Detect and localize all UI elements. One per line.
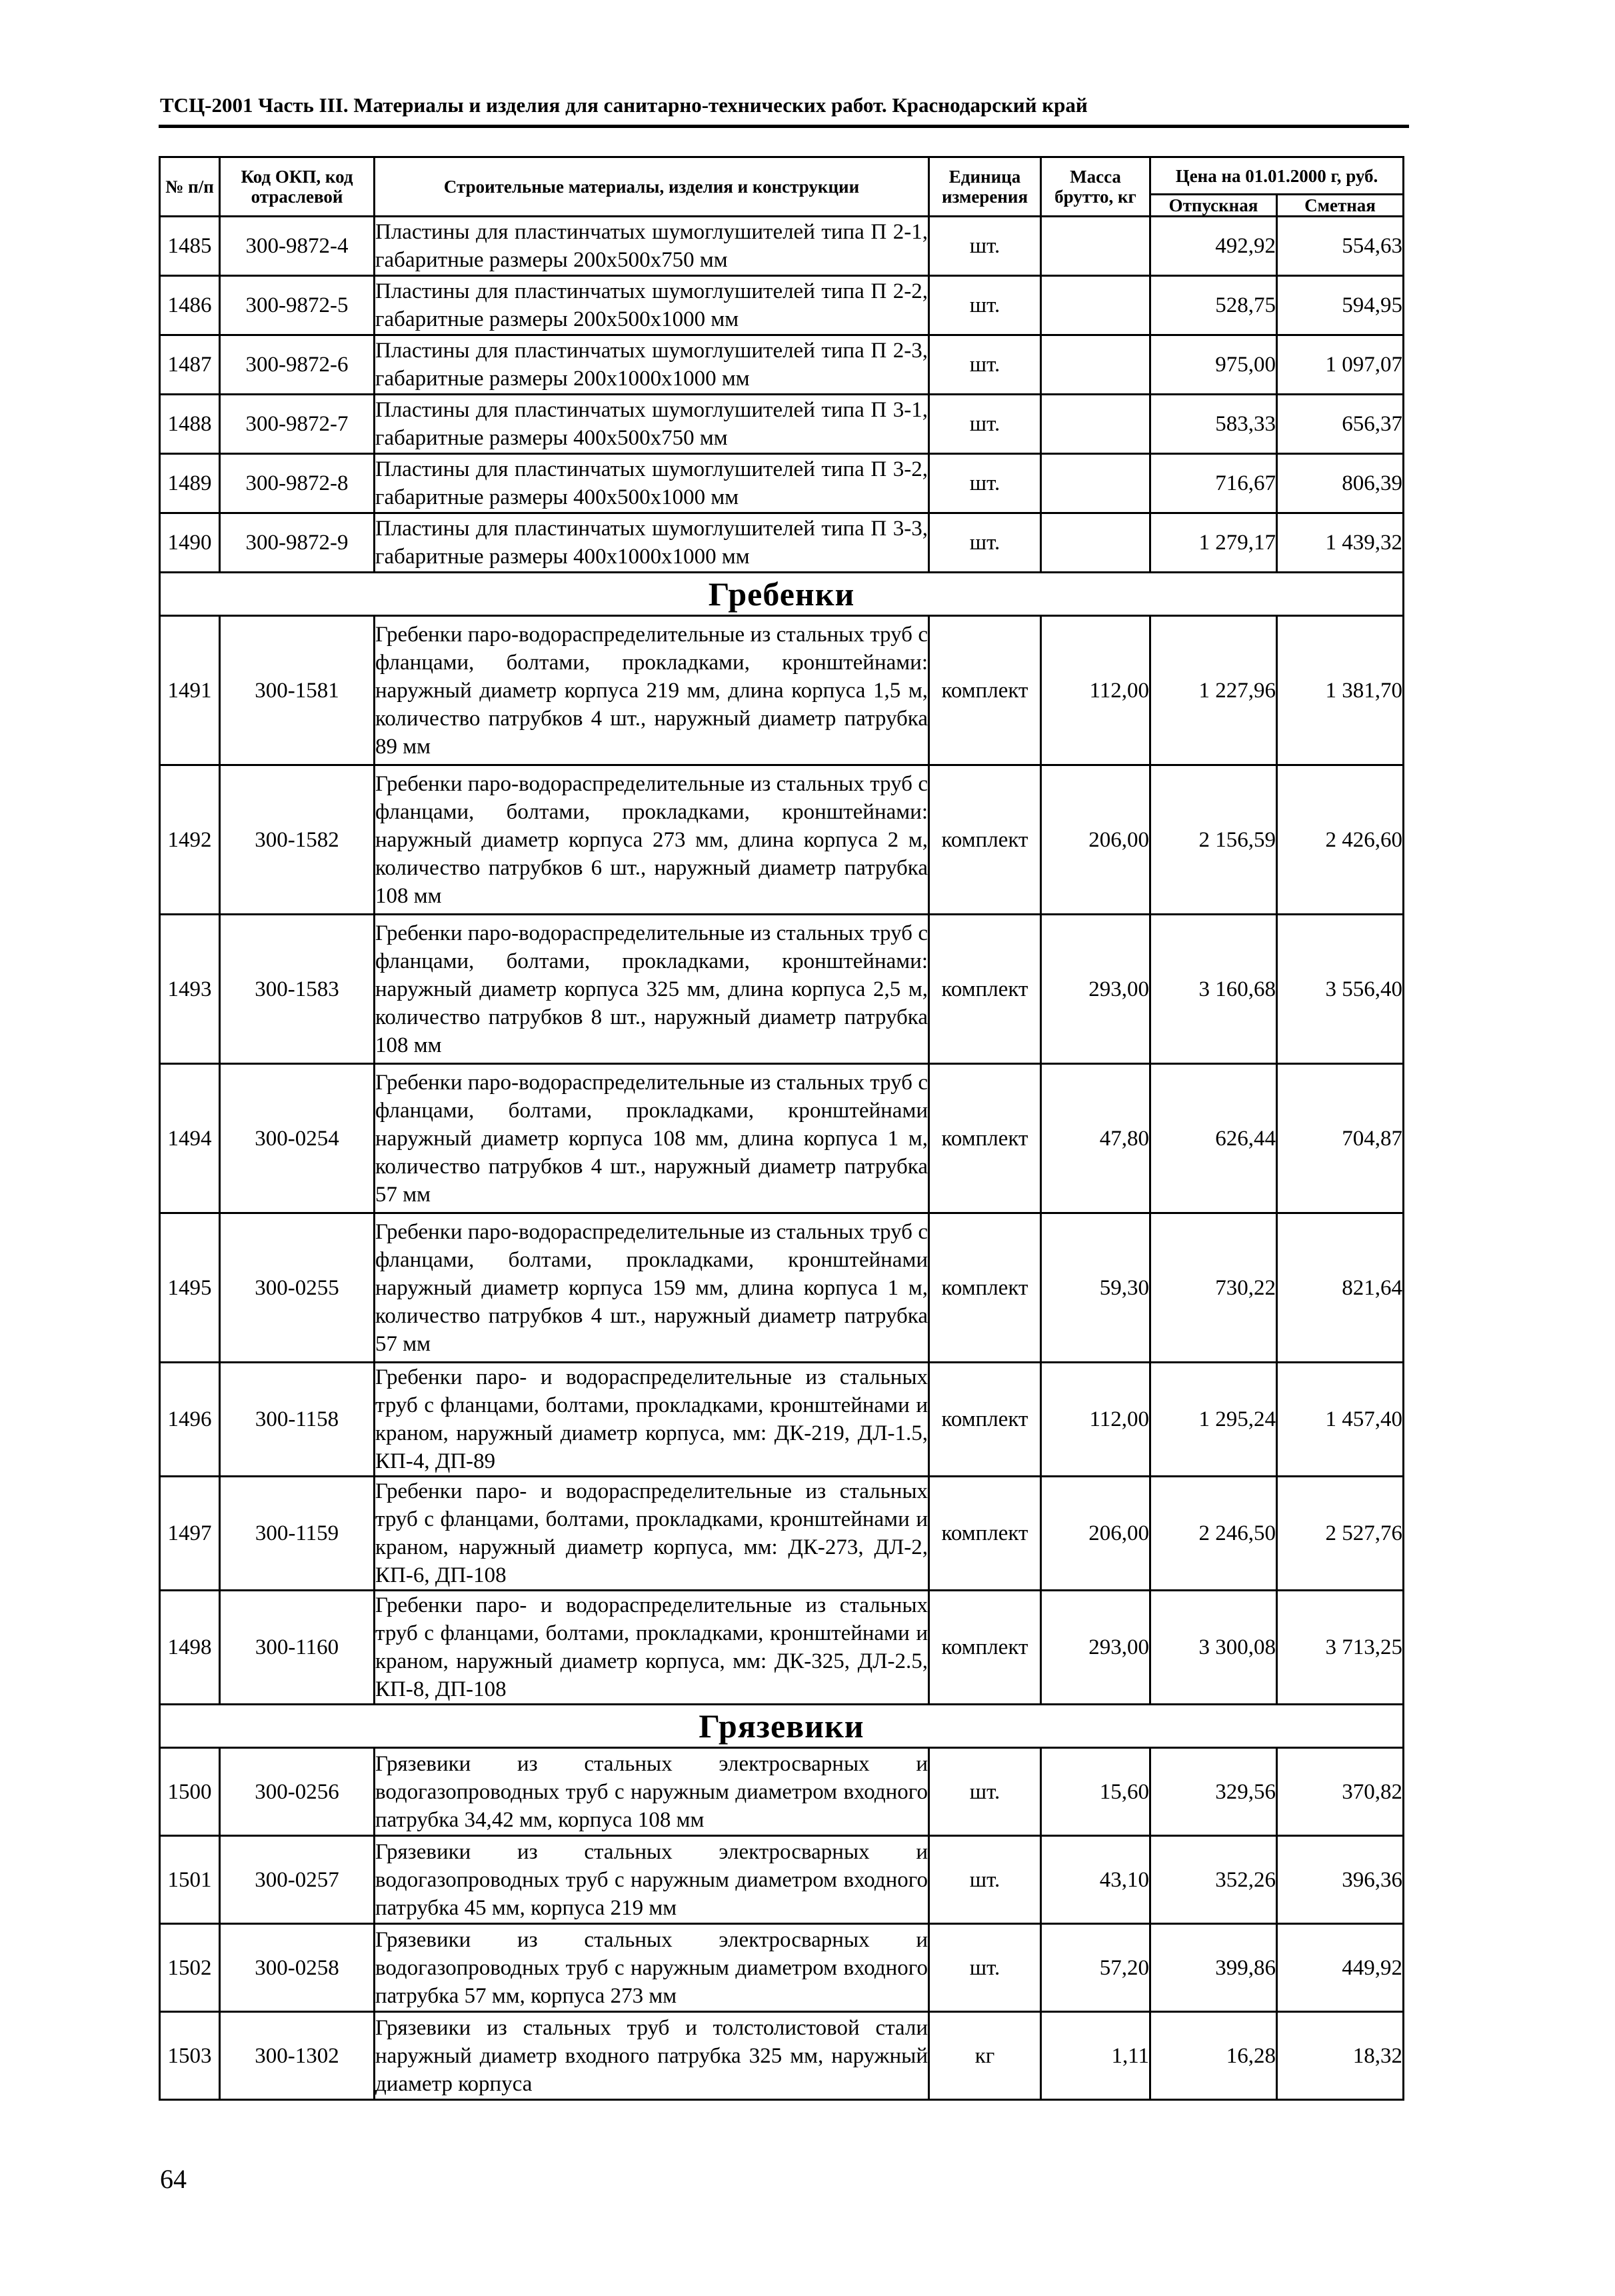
mass-gross (1041, 276, 1150, 335)
item-description: Пластины для пластинчатых шумоглушителей типа П 2-2, габаритные размеры 200х500х1000 мм (375, 276, 929, 335)
price-estimate: 18,32 (1277, 2012, 1404, 2100)
row-number: 1495 (160, 1213, 220, 1363)
okp-code: 300-9872-9 (220, 513, 375, 573)
price-release: 1 295,24 (1150, 1363, 1277, 1477)
price-estimate: 806,39 (1277, 454, 1404, 513)
table-row (160, 1748, 1404, 1836)
price-estimate: 370,82 (1277, 1748, 1404, 1836)
rows-mud-traps (160, 1748, 1404, 2100)
table-row (160, 1064, 1404, 1213)
item-description: Гребенки паро-водораспределительные из стальных труб с фланцами, болтами, прокладками, кронштейнами: наружный диаметр корпуса 325 мм, длина корпуса 2,5 м, количество патрубков 8 шт., наружный диаметр патрубка 108 мм (375, 915, 929, 1064)
page-number: 64 (160, 2164, 187, 2194)
unit: комплект (929, 1591, 1041, 1705)
price-release: 352,26 (1150, 1836, 1277, 1924)
col-header-estimate: Сметная (1277, 195, 1404, 217)
page-header: ТСЦ-2001 Часть III. Материалы и изделия для санитарно-технических работ. Краснодарский край (160, 93, 1088, 117)
price-estimate: 1 097,07 (1277, 335, 1404, 395)
okp-code: 300-1302 (220, 2012, 375, 2100)
row-number: 1494 (160, 1064, 220, 1213)
section-title-combs: Гребенки (160, 573, 1404, 616)
price-release: 492,92 (1150, 217, 1277, 276)
price-table (159, 156, 1404, 2101)
price-estimate: 594,95 (1277, 276, 1404, 335)
okp-code: 300-9872-5 (220, 276, 375, 335)
mass-gross (1041, 217, 1150, 276)
price-estimate: 821,64 (1277, 1213, 1404, 1363)
table-row (160, 217, 1404, 276)
price-release: 975,00 (1150, 335, 1277, 395)
table-row (160, 395, 1404, 454)
price-estimate: 2 527,76 (1277, 1477, 1404, 1591)
unit: комплект (929, 1213, 1041, 1363)
okp-code: 300-0255 (220, 1213, 375, 1363)
mass-gross: 47,80 (1041, 1064, 1150, 1213)
item-description: Гребенки паро-водораспределительные из стальных труб с фланцами, болтами, прокладками, кронштейнами наружный диаметр корпуса 108 мм, длина корпуса 1 м, количество патрубков 4 шт., наружный диаметр патрубка 57 мм (375, 1064, 929, 1213)
item-description: Пластины для пластинчатых шумоглушителей типа П 2-1, габаритные размеры 200х500х750 мм (375, 217, 929, 276)
unit: кг (929, 2012, 1041, 2100)
table-row (160, 335, 1404, 395)
col-header-unit: Единица измерения (929, 157, 1041, 217)
price-release: 716,67 (1150, 454, 1277, 513)
row-number: 1486 (160, 276, 220, 335)
okp-code: 300-0256 (220, 1748, 375, 1836)
price-estimate: 449,92 (1277, 1924, 1404, 2012)
row-number: 1487 (160, 335, 220, 395)
row-number: 1488 (160, 395, 220, 454)
unit: шт. (929, 1748, 1041, 1836)
mass-gross: 43,10 (1041, 1836, 1150, 1924)
price-estimate: 396,36 (1277, 1836, 1404, 1924)
item-description: Пластины для пластинчатых шумоглушителей типа П 2-3, габаритные размеры 200х1000х1000 мм (375, 335, 929, 395)
unit: комплект (929, 1477, 1041, 1591)
rows-combs (160, 616, 1404, 1705)
price-release: 1 227,96 (1150, 616, 1277, 765)
price-estimate: 3 556,40 (1277, 915, 1404, 1064)
mass-gross: 112,00 (1041, 1363, 1150, 1477)
item-description: Гребенки паро- и водораспределительные из стальных труб с фланцами, болтами, прокладками, кронштейнами и краном, наружный диаметр корпуса, мм: ДК-219, ДЛ-1.5, КП-4, ДП-89 (375, 1363, 929, 1477)
item-description: Гребенки паро- и водораспределительные из стальных труб с фланцами, болтами, прокладками, кронштейнами и краном, наружный диаметр корпуса, мм: ДК-325, ДЛ-2.5, КП-8, ДП-108 (375, 1591, 929, 1705)
row-number: 1490 (160, 513, 220, 573)
row-number: 1491 (160, 616, 220, 765)
okp-code: 300-1582 (220, 765, 375, 915)
table-row (160, 454, 1404, 513)
price-estimate: 656,37 (1277, 395, 1404, 454)
col-header-num: № п/п (160, 157, 220, 217)
mass-gross: 1,11 (1041, 2012, 1150, 2100)
unit: шт. (929, 276, 1041, 335)
row-number: 1489 (160, 454, 220, 513)
unit: шт. (929, 454, 1041, 513)
row-number: 1496 (160, 1363, 220, 1477)
price-estimate: 554,63 (1277, 217, 1404, 276)
item-description: Грязевики из стальных электросварных и водогазопроводных труб с наружным диаметром входного патрубка 45 мм, корпуса 219 мм (375, 1836, 929, 1924)
price-release: 626,44 (1150, 1064, 1277, 1213)
item-description: Пластины для пластинчатых шумоглушителей типа П 3-1, габаритные размеры 400х500х750 мм (375, 395, 929, 454)
price-release: 730,22 (1150, 1213, 1277, 1363)
table-row (160, 2012, 1404, 2100)
item-description: Гребенки паро-водораспределительные из стальных труб с фланцами, болтами, прокладками, кронштейнами наружный диаметр корпуса 159 мм, длина корпуса 1 м, количество патрубков 4 шт., наружный диаметр патрубка 57 мм (375, 1213, 929, 1363)
item-description: Грязевики из стальных труб и толстолистовой стали наружный диаметр входного патрубка 325 мм, наружный диаметр корпуса (375, 2012, 929, 2100)
okp-code: 300-1158 (220, 1363, 375, 1477)
row-number: 1492 (160, 765, 220, 915)
table-row (160, 276, 1404, 335)
price-release: 3 160,68 (1150, 915, 1277, 1064)
okp-code: 300-0257 (220, 1836, 375, 1924)
price-estimate: 2 426,60 (1277, 765, 1404, 915)
item-description: Гребенки паро- и водораспределительные из стальных труб с фланцами, болтами, прокладками, кронштейнами и краном, наружный диаметр корпуса, мм: ДК-273, ДЛ-2, КП-6, ДП-108 (375, 1477, 929, 1591)
row-number: 1493 (160, 915, 220, 1064)
col-header-code: Код ОКП, код отраслевой (220, 157, 375, 217)
item-description: Пластины для пластинчатых шумоглушителей типа П 3-2, габаритные размеры 400х500х1000 мм (375, 454, 929, 513)
item-description: Пластины для пластинчатых шумоглушителей типа П 3-3, габаритные размеры 400х1000х1000 мм (375, 513, 929, 573)
price-release: 2 246,50 (1150, 1477, 1277, 1591)
okp-code: 300-1159 (220, 1477, 375, 1591)
mass-gross (1041, 395, 1150, 454)
price-release: 399,86 (1150, 1924, 1277, 2012)
mass-gross: 206,00 (1041, 765, 1150, 915)
mass-gross (1041, 454, 1150, 513)
unit: шт. (929, 335, 1041, 395)
price-release: 528,75 (1150, 276, 1277, 335)
section-title-mud-traps: Грязевики (160, 1705, 1404, 1748)
price-release: 583,33 (1150, 395, 1277, 454)
unit: шт. (929, 513, 1041, 573)
header-rule (159, 125, 1409, 128)
okp-code: 300-1160 (220, 1591, 375, 1705)
mass-gross: 293,00 (1041, 915, 1150, 1064)
table-row (160, 1477, 1404, 1591)
row-number: 1497 (160, 1477, 220, 1591)
rows-plates (160, 217, 1404, 573)
price-estimate: 704,87 (1277, 1064, 1404, 1213)
okp-code: 300-1581 (220, 616, 375, 765)
table-row (160, 513, 1404, 573)
table-row (160, 1924, 1404, 2012)
mass-gross (1041, 513, 1150, 573)
price-estimate: 1 381,70 (1277, 616, 1404, 765)
table-row (160, 1213, 1404, 1363)
mass-gross: 59,30 (1041, 1213, 1150, 1363)
price-estimate: 1 457,40 (1277, 1363, 1404, 1477)
row-number: 1500 (160, 1748, 220, 1836)
col-header-price: Цена на 01.01.2000 г, руб. (1150, 157, 1404, 195)
price-release: 16,28 (1150, 2012, 1277, 2100)
row-number: 1501 (160, 1836, 220, 1924)
col-header-desc: Строительные материалы, изделия и конструкции (375, 157, 929, 217)
unit: комплект (929, 915, 1041, 1064)
price-release: 3 300,08 (1150, 1591, 1277, 1705)
price-estimate: 1 439,32 (1277, 513, 1404, 573)
row-number: 1498 (160, 1591, 220, 1705)
item-description: Гребенки паро-водораспределительные из стальных труб с фланцами, болтами, прокладками, кронштейнами: наружный диаметр корпуса 273 мм, длина корпуса 2 м, количество патрубков 6 шт., наружный диаметр патрубка 108 мм (375, 765, 929, 915)
mass-gross: 206,00 (1041, 1477, 1150, 1591)
unit: шт. (929, 395, 1041, 454)
price-estimate: 3 713,25 (1277, 1591, 1404, 1705)
item-description: Грязевики из стальных электросварных и водогазопроводных труб с наружным диаметром входного патрубка 34,42 мм, корпуса 108 мм (375, 1748, 929, 1836)
okp-code: 300-0258 (220, 1924, 375, 2012)
unit: шт. (929, 1836, 1041, 1924)
okp-code: 300-9872-7 (220, 395, 375, 454)
table-row (160, 616, 1404, 765)
mass-gross: 57,20 (1041, 1924, 1150, 2012)
col-header-release: Отпускная (1150, 195, 1277, 217)
row-number: 1485 (160, 217, 220, 276)
item-description: Грязевики из стальных электросварных и водогазопроводных труб с наружным диаметром входного патрубка 57 мм, корпуса 273 мм (375, 1924, 929, 2012)
unit: шт. (929, 1924, 1041, 2012)
unit: комплект (929, 765, 1041, 915)
okp-code: 300-9872-4 (220, 217, 375, 276)
table-row (160, 1591, 1404, 1705)
row-number: 1503 (160, 2012, 220, 2100)
mass-gross: 15,60 (1041, 1748, 1150, 1836)
price-release: 329,56 (1150, 1748, 1277, 1836)
mass-gross: 293,00 (1041, 1591, 1150, 1705)
unit: шт. (929, 217, 1041, 276)
col-header-mass: Масса брутто, кг (1041, 157, 1150, 217)
table-row (160, 1836, 1404, 1924)
unit: комплект (929, 1064, 1041, 1213)
table-row (160, 765, 1404, 915)
table-row (160, 915, 1404, 1064)
mass-gross: 112,00 (1041, 616, 1150, 765)
unit: комплект (929, 1363, 1041, 1477)
item-description: Гребенки паро-водораспределительные из стальных труб с фланцами, болтами, прокладками, кронштейнами: наружный диаметр корпуса 219 мм, длина корпуса 1,5 м, количество патрубков 4 шт., наружный диаметр патрубка 89 мм (375, 616, 929, 765)
okp-code: 300-0254 (220, 1064, 375, 1213)
mass-gross (1041, 335, 1150, 395)
okp-code: 300-9872-8 (220, 454, 375, 513)
okp-code: 300-1583 (220, 915, 375, 1064)
price-release: 1 279,17 (1150, 513, 1277, 573)
okp-code: 300-9872-6 (220, 335, 375, 395)
unit: комплект (929, 616, 1041, 765)
table-row (160, 1363, 1404, 1477)
row-number: 1502 (160, 1924, 220, 2012)
price-release: 2 156,59 (1150, 765, 1277, 915)
